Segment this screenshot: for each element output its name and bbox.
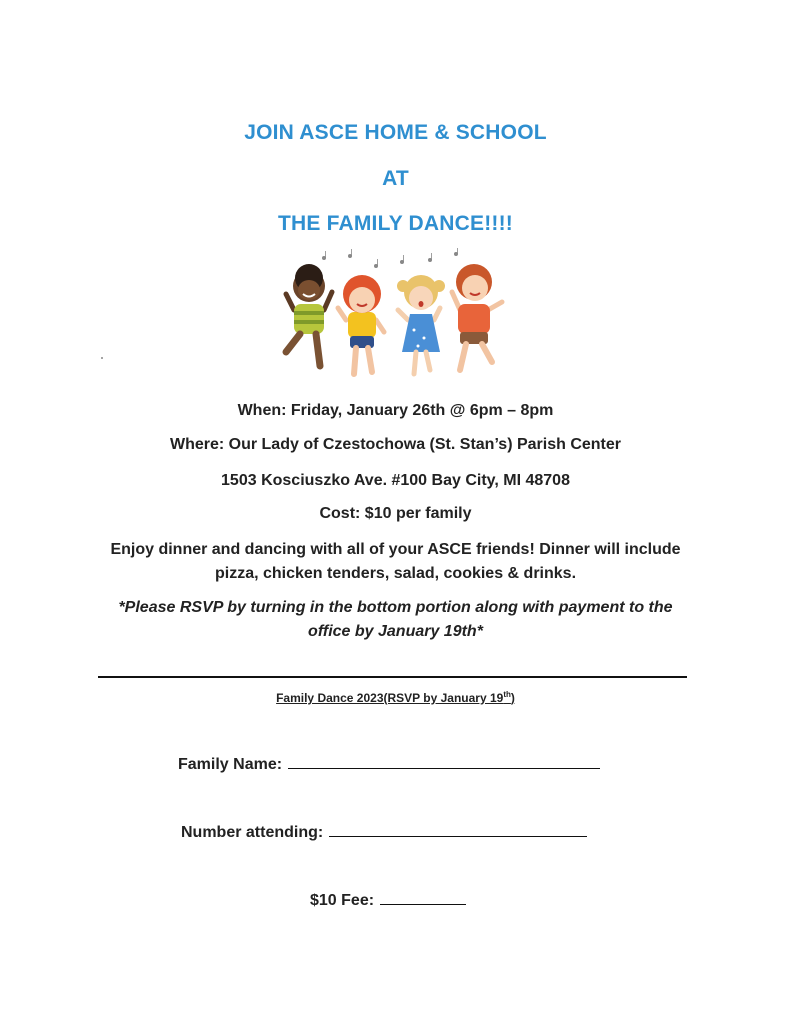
music-notes-icon: [322, 248, 457, 268]
rsvp-slip-title: [0, 690, 791, 705]
heading-line-2: AT: [382, 167, 409, 190]
scan-speck: [101, 357, 103, 359]
event-cost: Cost: $10 per family: [319, 505, 472, 522]
heading-line-1: JOIN ASCE HOME & SCHOOL: [244, 121, 547, 144]
rsvp-slip-title-main: Family Dance 2023(RSVP by January 19: [276, 691, 504, 705]
number-attending-blank[interactable]: [329, 820, 587, 837]
family-name-blank[interactable]: [288, 752, 600, 769]
rsvp-note: *Please RSVP by turning in the bottom portion along with payment to the office by January 19th*: [118, 599, 673, 640]
fee-label: $10 Fee:: [310, 892, 375, 909]
family-name-label: Family Name:: [178, 756, 283, 773]
family-name-field: [178, 752, 600, 774]
rsvp-slip-title-end: ): [510, 691, 515, 705]
event-description: Enjoy dinner and dancing with all of your ASCE friends! Dinner will include pizza, chicken tenders, salad, cookies & drinks.: [110, 541, 681, 582]
event-address: 1503 Kosciuszko Ave. #100 Bay City, MI 48708: [221, 472, 570, 489]
number-attending-field: [181, 820, 587, 842]
number-attending-label: Number attending:: [181, 824, 324, 841]
fee-blank[interactable]: [380, 888, 466, 905]
event-when: When: Friday, January 26th @ 6pm – 8pm: [237, 402, 554, 419]
kid-1-figure: [286, 264, 332, 366]
fee-field: [310, 888, 466, 910]
kid-2-figure: [338, 275, 384, 374]
dancing-kids-illustration: [272, 248, 522, 383]
heading-line-3: THE FAMILY DANCE!!!!: [278, 212, 513, 235]
kid-3-figure: [397, 275, 445, 374]
kid-4-figure: [452, 264, 502, 370]
event-where: Where: Our Lady of Czestochowa (St. Stan’s) Parish Center: [169, 436, 622, 453]
cut-line-divider: [98, 676, 687, 678]
rsvp-slip-title-sup: th: [503, 690, 511, 699]
